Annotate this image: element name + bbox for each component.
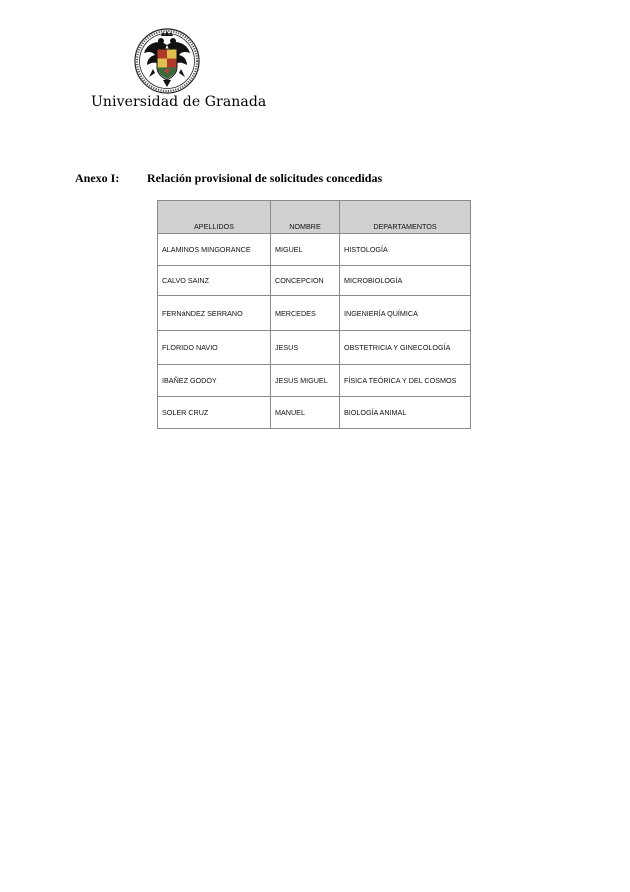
university-crest-icon [133,27,201,95]
cell-departamento: BIOLOGÍA ANIMAL [340,397,471,429]
table-row [158,331,471,365]
cell-departamento: MICROBIOLOGÍA [340,266,471,296]
cell-apellidos: SOLER CRUZ [158,397,271,429]
table-row [158,397,471,429]
table-header-row [158,201,471,234]
cell-apellidos: IBAÑEZ GODOY [158,365,271,397]
cell-nombre: CONCEPCION [271,266,340,296]
cell-departamento: INGENIERÍA QUÍMICA [340,296,471,331]
column-header-apellidos: APELLIDOS [158,201,271,234]
cell-apellidos: ALAMINOS MINGORANCE [158,234,271,266]
cell-apellidos: FERNáNDEZ SERRANO [158,296,271,331]
table-row [158,234,471,266]
table-row [158,266,471,296]
annex-heading [75,171,382,186]
university-name: Universidad de Granada [91,94,267,110]
cell-departamento: FÍSICA TEÓRICA Y DEL COSMOS [340,365,471,397]
cell-nombre: JESUS [271,331,340,365]
cell-nombre: JESUS MIGUEL [271,365,340,397]
cell-departamento: OBSTETRICIA Y GINECOLOGÍA [340,331,471,365]
cell-apellidos: FLORIDO NAVIO [158,331,271,365]
table-row [158,296,471,331]
cell-departamento: HISTOLOGÍA [340,234,471,266]
annex-label: Anexo I: [75,171,120,185]
grants-table [157,200,471,429]
column-header-departamentos: DEPARTAMENTOS [340,201,471,234]
table-row [158,365,471,397]
cell-nombre: MANUEL [271,397,340,429]
cell-apellidos: CALVO SAINZ [158,266,271,296]
column-header-nombre: NOMBRE [271,201,340,234]
cell-nombre: MIGUEL [271,234,340,266]
annex-title: Relación provisional de solicitudes concedidas [147,171,383,185]
cell-nombre: MERCEDES [271,296,340,331]
